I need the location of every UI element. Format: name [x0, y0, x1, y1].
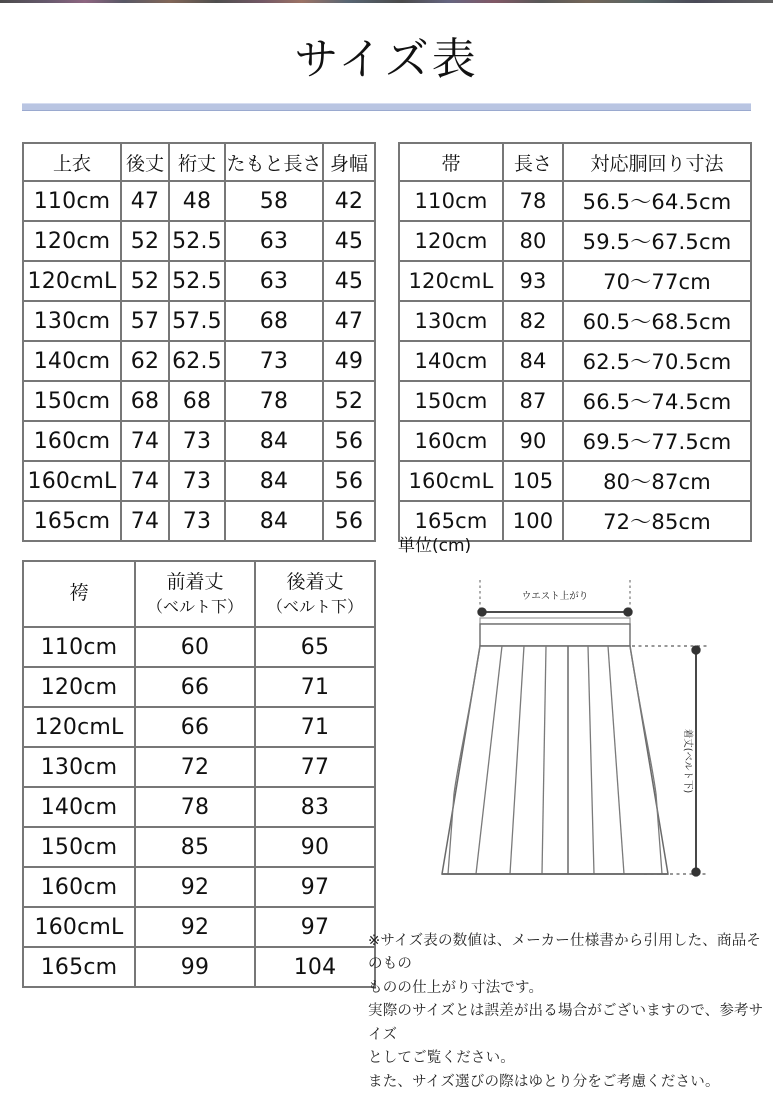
table-row: [23, 627, 375, 667]
obi-size-table: [398, 142, 752, 542]
table-row: [399, 221, 751, 261]
row-size-label: 165cm: [23, 501, 121, 541]
hakama-size-table: [22, 560, 376, 988]
table-cell: 90: [503, 421, 563, 461]
table-cell: 68: [169, 381, 225, 421]
table-cell: 78: [135, 787, 255, 827]
table-cell: 73: [225, 341, 323, 381]
table-row: [23, 667, 375, 707]
column-header-sub: （ベルト下）: [146, 597, 243, 617]
table-cell: 99: [135, 947, 255, 987]
table-cell: 100: [503, 501, 563, 541]
table-cell: 62: [121, 341, 169, 381]
table-header-row: [399, 143, 751, 181]
table-cell: 62.5〜70.5cm: [563, 341, 751, 381]
row-size-label: 110cm: [399, 181, 503, 221]
table-cell: 52.5: [169, 261, 225, 301]
row-size-label: 140cm: [23, 341, 121, 381]
hakama-measurement-diagram: [396, 572, 770, 924]
table-cell: 71: [255, 707, 375, 747]
table-cell: 80: [503, 221, 563, 261]
table-cell: 80〜87cm: [563, 461, 751, 501]
table-cell: 87: [503, 381, 563, 421]
footnote-line: ※サイズ表の数値は、メーカー仕様書から引用した、商品そのもの: [368, 933, 762, 973]
hakama-silhouette: [442, 646, 668, 874]
table-row: [23, 221, 375, 261]
row-size-label: 130cm: [23, 301, 121, 341]
row-size-label: 160cmL: [399, 461, 503, 501]
column-header-sub: （ベルト下）: [266, 597, 363, 617]
belt-top-band: [480, 618, 630, 624]
unit-note: 単位(cm): [398, 536, 472, 556]
table-cell: 56.5〜64.5cm: [563, 181, 751, 221]
table-cell: 57: [121, 301, 169, 341]
table-cell: 73: [169, 461, 225, 501]
column-header: [255, 561, 375, 627]
table-cell: 45: [323, 261, 375, 301]
table-cell: 72〜85cm: [563, 501, 751, 541]
table-cell: 47: [323, 301, 375, 341]
jacket-size-table: [22, 142, 376, 542]
column-header: 後丈: [121, 143, 169, 181]
table-row: [23, 947, 375, 987]
table-cell: 60.5〜68.5cm: [563, 301, 751, 341]
table-cell: 83: [255, 787, 375, 827]
table-cell: 47: [121, 181, 169, 221]
table-row: [399, 341, 751, 381]
table-row: [23, 907, 375, 947]
table-cell: 84: [503, 341, 563, 381]
table-row: [399, 461, 751, 501]
column-header: 帯: [399, 143, 503, 181]
table-row: [23, 787, 375, 827]
waist-label-text: ウエスト上がり: [521, 591, 589, 602]
table-cell: 78: [503, 181, 563, 221]
footnote-line: ものの仕上がり寸法です。: [368, 979, 544, 996]
table-cell: 84: [225, 461, 323, 501]
table-cell: 77: [255, 747, 375, 787]
footnote-line: としてご覧ください。: [368, 1050, 515, 1067]
table-cell: 63: [225, 261, 323, 301]
table-cell: 73: [169, 501, 225, 541]
table-row: [399, 381, 751, 421]
table-cell: 68: [225, 301, 323, 341]
table-row: [23, 181, 375, 221]
table-cell: 66: [135, 667, 255, 707]
table-cell: 45: [323, 221, 375, 261]
table-cell: 70〜77cm: [563, 261, 751, 301]
row-size-label: 120cm: [23, 667, 135, 707]
table-cell: 92: [135, 867, 255, 907]
table-row: [23, 747, 375, 787]
table-cell: 82: [503, 301, 563, 341]
table-cell: 57.5: [169, 301, 225, 341]
row-size-label: 150cm: [23, 381, 121, 421]
row-size-label: 130cm: [399, 301, 503, 341]
table-cell: 56: [323, 461, 375, 501]
belt-band: [480, 624, 630, 646]
table-cell: 97: [255, 907, 375, 947]
table-row: [23, 261, 375, 301]
table-cell: 68: [121, 381, 169, 421]
jacket-size-table-container: [22, 142, 376, 542]
table-cell: 52.5: [169, 221, 225, 261]
table-cell: 52: [323, 381, 375, 421]
table-cell: 71: [255, 667, 375, 707]
table-row: [23, 501, 375, 541]
table-cell: 52: [121, 221, 169, 261]
table-cell: 58: [225, 181, 323, 221]
table-cell: 59.5〜67.5cm: [563, 221, 751, 261]
hakama-size-table-container: [22, 560, 376, 988]
row-size-label: 140cm: [23, 787, 135, 827]
row-size-label: 120cmL: [23, 707, 135, 747]
table-row: [399, 301, 751, 341]
row-size-label: 120cm: [23, 221, 121, 261]
column-header: 裄丈: [169, 143, 225, 181]
row-size-label: 120cm: [399, 221, 503, 261]
table-row: [23, 707, 375, 747]
page-title: サイズ表: [294, 34, 479, 85]
table-header-row: [23, 561, 375, 627]
table-cell: 56: [323, 421, 375, 461]
table-row: [399, 421, 751, 461]
footnote-line: また、サイズ選びの際はゆとり分をご考慮ください。: [368, 1073, 720, 1090]
table-cell: 52: [121, 261, 169, 301]
obi-size-table-container: [398, 142, 752, 542]
column-header: [135, 561, 255, 627]
table-cell: 74: [121, 501, 169, 541]
row-size-label: 130cm: [23, 747, 135, 787]
footnote-block: [368, 930, 766, 1094]
table-row: [23, 461, 375, 501]
scan-edge-artifact: [0, 0, 773, 3]
column-header: 長さ: [503, 143, 563, 181]
row-size-label: 160cm: [399, 421, 503, 461]
table-cell: 73: [169, 421, 225, 461]
table-cell: 74: [121, 421, 169, 461]
table-cell: 72: [135, 747, 255, 787]
table-cell: 74: [121, 461, 169, 501]
row-size-label: 160cmL: [23, 461, 121, 501]
row-size-label: 160cmL: [23, 907, 135, 947]
table-cell: 84: [225, 501, 323, 541]
length-label-text: 着丈(ベルト下): [682, 728, 693, 794]
table-cell: 62.5: [169, 341, 225, 381]
row-size-label: 120cmL: [23, 261, 121, 301]
row-size-label: 150cm: [23, 827, 135, 867]
column-header: 身幅: [323, 143, 375, 181]
table-cell: 66: [135, 707, 255, 747]
row-size-label: 110cm: [23, 627, 135, 667]
title-divider-rule: [22, 103, 751, 111]
row-size-label: 160cm: [23, 867, 135, 907]
column-header-main: 後着丈: [286, 571, 344, 594]
table-cell: 90: [255, 827, 375, 867]
table-cell: 42: [323, 181, 375, 221]
table-cell: 49: [323, 341, 375, 381]
table-row: [23, 301, 375, 341]
row-size-label: 160cm: [23, 421, 121, 461]
table-row: [23, 421, 375, 461]
table-row: [399, 261, 751, 301]
column-header-main: 袴: [69, 582, 89, 605]
row-size-label: 110cm: [23, 181, 121, 221]
table-cell: 69.5〜77.5cm: [563, 421, 751, 461]
table-cell: 85: [135, 827, 255, 867]
table-cell: 63: [225, 221, 323, 261]
footnote-line: 実際のサイズとは誤差が出る場合がございますので、参考サイズ: [368, 1003, 764, 1043]
column-header: たもと長さ: [225, 143, 323, 181]
table-row: [399, 181, 751, 221]
table-cell: 48: [169, 181, 225, 221]
table-cell: 66.5〜74.5cm: [563, 381, 751, 421]
table-row: [23, 827, 375, 867]
table-cell: 60: [135, 627, 255, 667]
table-row: [23, 867, 375, 907]
row-size-label: 165cm: [23, 947, 135, 987]
table-row: [23, 341, 375, 381]
table-cell: 56: [323, 501, 375, 541]
table-cell: 97: [255, 867, 375, 907]
table-cell: 65: [255, 627, 375, 667]
column-header: 上衣: [23, 143, 121, 181]
table-header-row: [23, 143, 375, 181]
column-header-main: 前着丈: [166, 571, 224, 594]
table-cell: 93: [503, 261, 563, 301]
row-size-label: 165cm: [399, 501, 503, 541]
row-size-label: 120cmL: [399, 261, 503, 301]
table-row: [23, 381, 375, 421]
table-cell: 105: [503, 461, 563, 501]
table-cell: 78: [225, 381, 323, 421]
table-cell: 92: [135, 907, 255, 947]
column-header: 対応胴回り寸法: [563, 143, 751, 181]
row-size-label: 140cm: [399, 341, 503, 381]
column-header: [23, 561, 135, 627]
table-cell: 104: [255, 947, 375, 987]
table-cell: 84: [225, 421, 323, 461]
row-size-label: 150cm: [399, 381, 503, 421]
